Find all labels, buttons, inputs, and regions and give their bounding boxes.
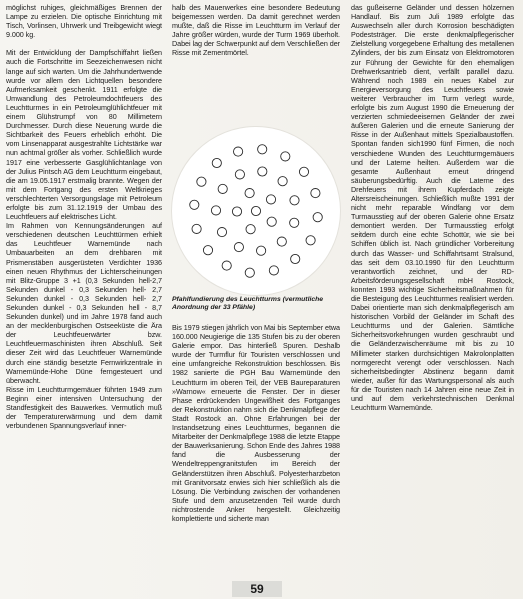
paragraph: halb des Mauerwerkes eine besondere Bedeutung beigemessen werden. Da damit gerechnet werden mußte, daß die Risse im Leuchtturm im Verlauf der Jahre größer würden, wurde der Turm 1969 überholt. Dabei lag der Schwerpunkt auf dem Verschließen der Risse mit Zementmörtel. bbox=[172, 3, 340, 58]
pile-circle bbox=[266, 195, 275, 204]
pile-circle bbox=[269, 266, 278, 275]
paragraph: Im Rahmen von Kennungsänderungen auf verschiedenen deutschen Leuchttürmen erhielt das Leuchtfeuer Warnemünde nach Umbauarbeiten an dem drehbaren mit Prismenstäben ausgerüsteten Verdichter 1936 einen neuen Rhythmus der Lichterscheinungen mit Blitz-Gruppe 3 +1 (0,3 Sekunden hell-2,7 Sekunden dunkel - 0,3 Sekunden hell- 2,7 Sekunden dunkel - 0,3 Sekunden hell- 2,7 Sekunden dunkel - 0,3 Sekunden hell - 8,7 Sekunden dunkel) und im Jahre 1978 fand auch an der mecklenburgischen Ostseeküste die Ära der Leuchtfeuerwärter bzw. Leuchtfeuermaschinisten ihren Abschluß. Seit dieser Zeit wird das Leuchtfeuer Warnemünde durch eine ständig besetzte Fernwirkzentrale in Warnemünde-Hohe Düne ferngesteuert und überwacht. bbox=[6, 221, 162, 385]
pile-circle bbox=[299, 167, 308, 176]
paragraph: das gußeiserne Geländer und dessen hölzernen Handlauf. Bis zum Juli 1989 erfolgte das Auswechseln aller durch Korrosion beschädigten Podeststräger. Die erste denkmalpflegerischer Zielstellung vorgegebene Erhaltung des metallenen Zylinders, der bis zum Einsatz von Elektromotoren zur Führung der Gewichte für den ehemaligen Drehwerksantrieb dient, verfällt parallel dazu. Während noch 1989 ein neues Kabel zur Energieversorgung des Leuchtfeuers sowie weiterer Verbraucher im Turm verlegt wurde, erfolgte bis zum August 1990 die Erneuerung der verzierten schmiedeeisernen Geländer der zwei äußeren Galerien und die erneute Sanierung der Risse in der Außenhaut mittels Spezialbaustoffen. Spontan fanden sich1990 fünf Firmen, die noch verschiedene Wunden des Leuchtturmgemäuers und der Laterne heilten. Außerdem war die gesamte Außenhaut erneut dringend säuberungsbedürftig. Auch die Laterne des Drehfeuers mit ihrem Kupferdach zeigte Altersreischeinungen. Schließlich mußte 1991 der nicht mehr reparable Windfang vor dem Turmausstieg auf der oberen Galerie ohne Ersatz demontiert werden. Der Turmausstieg erfolgt seitdem durch eine echte Schottür, wie sie bei Schiffen üblich ist. Nach gründlicher Vorbereitung durch das Wasser- und Schiffahrtsamt Stralsund, das seit dem 03.10.1990 für den Leuchtturm verantwortlich zeichnet, und der RD-Arbeitsförderungsgesellschaft mbH Rostock, konnten 1993 wichtige Sicherheitsmaßnahmen für die Besteigung des Leuchtturmes realisiert werden. Dabei orientierte man sich denkmalpflegerisch am historischen Vorbild der Geländer im Schaft des Leuchtturms und der Galerien. Sämtliche Sicherheitsvorkehrungen wurden geschraubt und die Geländerzwischenräume mit bis zu 10 Millimeter starken durchsichtigen Makrolonplatten normgerecht verengt oder verschlossen. Nach sicherheitsbedingter Abstinenz begann damit wieder, außer für das Wartungspersonal als auch für die Touristen nach 14 Jahren eine neue Zeit in und auf dem verkehrstechnischen Denkmal Leuchtturm Warnemünde. bbox=[351, 3, 514, 413]
pile-circle bbox=[190, 200, 199, 209]
pile-circle bbox=[232, 207, 241, 216]
pile-circle bbox=[197, 177, 206, 186]
figure-caption: Pfahlfundierung des Leuchtturms (vermutliche Anordnung der 33 Pfähle) bbox=[172, 296, 324, 312]
pile-circle bbox=[203, 246, 212, 255]
pile-foundation-figure bbox=[171, 126, 341, 296]
pile-circle bbox=[258, 167, 267, 176]
pile-circle bbox=[235, 170, 244, 179]
pile-circle bbox=[245, 268, 254, 277]
pile-circle bbox=[290, 218, 299, 227]
paragraph: Mit der Entwicklung der Dampfschiffahrt ließen auch die Fortschritte im Seezeichenwesen nicht lange auf sich warten. Um die Jahrhundertwende wurde vor allem den Lichtquellen besondere Aufmerksamkeit geschenkt. 1911 erfolgte die Umwandlung des Petroleumdochtfeuers des Leuchtturmes in ein Petroleumglühlichtfeuer mit einem Glühstrumpf von 80 Millimetern Durchmesser. Durch diese Neuerung wurde die Sichtbarkeit des Feuers erheblich erhöht. Die vom Linsenapparat ausgestrahlte Lichtstärke war nun achtmal größer als vorher. Schließlich wurde 1917 eine verbesserte Gasglühlichtanlage von der Julius Pintsch AG dem Leuchtturm eingebaut, die am 19.05.1917 erstmalig brannte. Wegen der mit dem Fortgang des ersten Weltkrieges verschlechterten Versorgungslage mit Petroleum erfolgte bis zum 31.12.1919 der Umbau des Leuchtfeuers auf elektrisches Licht. bbox=[6, 48, 162, 222]
pile-circle bbox=[258, 145, 267, 154]
pile-circle bbox=[311, 189, 320, 198]
paragraph: Bis 1979 stiegen jährlich von Mai bis September etwa 160.000 Neugierige die 135 Stufen bis zu der oberen Galerie empor. Das hinterließ Spuren. Deshalb wurde der Turmflur für Touristen verschlossen und eine umfangreiche Rekonstruktion beschlossen. Bis 1982 sanierte die PGH Bau Warnemünde den Leuchtturm im oberen Teil, der VEB Baureparaturen »Warnow« erneuerte die Fenster. Der in dieser Phase erdrückenden Ungewißheit des Fortganges der Rekonstruktion nahm sich die Denkmalpflege der Stadt Rostock an. Ohne Erfahrungen bei der Instandsetzung eines Leuchtturmes, begannen die Mitarbeiter der Denkmalpflege 1988 die letzte Etappe der Bauwerksanierung. Schon Ende des Jahres 1988 fand die Ausbesserung der Wendeltreppengranitstufen im Bereich der Geländerstützen ihren Abschluß. Polyesterharzbeton mit Granitvorsatz erwies sich hier schließlich als die Lösung. Die Verbindung zwischen der vorhandenen Stufe und dem anzusetzenden Teil wurde durch nichtrostende Anker hergestellt. Gleichzeitig komplettierte und sicherte man bbox=[172, 323, 340, 523]
text-column-left bbox=[6, 3, 162, 430]
pile-circle bbox=[313, 213, 322, 222]
text-column-middle-top bbox=[172, 3, 340, 58]
pile-circle bbox=[246, 225, 255, 234]
page-number: 59 bbox=[232, 581, 282, 597]
pile-circle bbox=[218, 184, 227, 193]
pile-circle bbox=[245, 189, 254, 198]
pile-circle bbox=[267, 217, 276, 226]
pile-circle bbox=[211, 206, 220, 215]
pile-circle bbox=[234, 243, 243, 252]
pile-circle bbox=[277, 237, 286, 246]
paragraph: Risse im Leuchtturmgemäuer führten 1949 zum Beginn einer intensiven Untersuchung der Standfestigkeit des Bauwerkes. Vermutlich muß der Temperaturerwärmung und dem damit verbundenen Spannungsverlauf inner- bbox=[6, 384, 162, 431]
pile-circle bbox=[217, 228, 226, 237]
pile-circle bbox=[278, 177, 287, 186]
pile-circle bbox=[234, 147, 243, 156]
pile-circle bbox=[281, 152, 290, 161]
pile-circle bbox=[251, 206, 260, 215]
paragraph: möglichst ruhiges, gleichmäßiges Brennen der Lampe zu erzielen. Die optische Einrichtung mit Tisch, Vorlinsen, Uhrwerk und Treibgewicht wiegt 9.000 kg. bbox=[6, 3, 162, 40]
pile-circle bbox=[257, 246, 266, 255]
pile-circle bbox=[291, 254, 300, 263]
pile-circle bbox=[192, 224, 201, 233]
pile-circle bbox=[306, 236, 315, 245]
text-column-right bbox=[351, 3, 514, 412]
pile-circle bbox=[222, 261, 231, 270]
pile-circle bbox=[212, 158, 221, 167]
text-column-middle-bottom bbox=[172, 323, 340, 523]
pile-circle bbox=[290, 196, 299, 205]
pile-foundation-diagram bbox=[172, 127, 340, 295]
